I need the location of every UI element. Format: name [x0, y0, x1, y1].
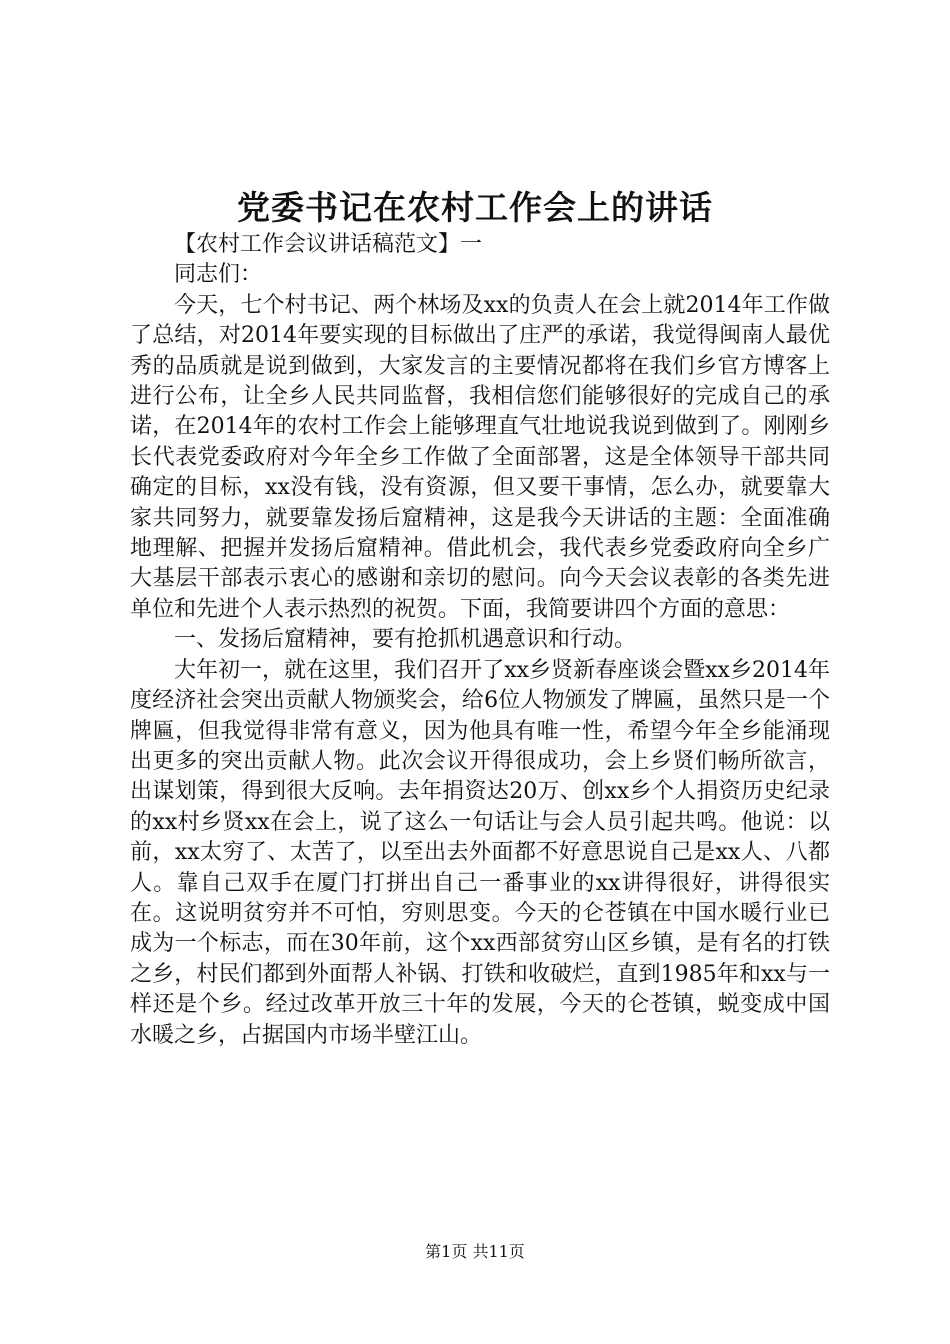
document-title: 党委书记在农村工作会上的讲话	[237, 188, 713, 227]
body-paragraph: 大年初一，就在这里，我们召开了xx乡贤新春座谈会暨xx乡2014年度经济社会突出贡献人物颁奖会，给6位人物颁发了牌匾，虽然只是一个牌匾，但我觉得非常有意义，因为他具有唯一性，希望今年全乡能涌现出更多的突出贡献人物。此次会议开得很成功，会上乡贤们畅所欲言，出谋划策，得到很大反响。去年捐资达20万、创xx乡个人捐资历史纪录的xx村乡贤xx在会上，说了这么一句话让与会人员引起共鸣。他说：以前，xx太穷了、太苦了，以至出去外面都不好意思说自己是xx人、八都人。靠自己双手在厦门打拼出自己一番事业的xx讲得很好，讲得很实在。这说明贫穷并不可怕，穷则思变。今天的仑苍镇在中国水暖行业已成为一个标志，而在30年前，这个xx西部贫穷山区乡镇，是有名的打铁之乡，村民们都到外面帮人补锅、打铁和收破烂，直到1985年和xx与一样还是个乡。经过改革开放三十年的发展，今天的仑苍镇，蜕变成中国水暖之乡，占据国内市场半壁江山。	[130, 657, 830, 1048]
section-heading: 【农村工作会议讲话稿范文】一	[174, 232, 483, 257]
page-number: 第1页 共11页	[425, 1242, 525, 1261]
body-paragraph: 今天，七个村书记、两个林场及xx的负责人在会上就2014年工作做了总结，对2014年要实现的目标做出了庄严的承诺，我觉得闽南人最优秀的品质就是说到做到，大家发言的主要情况都将在我们乡官方博客上进行公布，让全乡人民共同监督，我相信您们能够很好的完成自己的承诺，在2014年的农村工作会上能够理直气壮地说我说到做到了。刚刚乡长代表党委政府对今年全乡工作做了全面部署，这是全体领导干部共同确定的目标，xx没有钱，没有资源，但又要干事情，怎么办，就要靠大家共同努力，就要靠发扬后窟精神，这是我今天讲话的主题：全面准确地理解、把握并发扬后窟精神。借此机会，我代表乡党委政府向全乡广大基层干部表示衷心的感谢和亲切的慰问。向今天会议表彰的各类先进单位和先进个人表示热烈的祝贺。下面，我简要讲四个方面的意思：	[130, 292, 830, 622]
point-heading: 一、发扬后窟精神，要有抢抓机遇意识和行动。	[174, 627, 637, 653]
salutation: 同志们：	[174, 262, 263, 288]
document-body	[130, 230, 830, 1051]
